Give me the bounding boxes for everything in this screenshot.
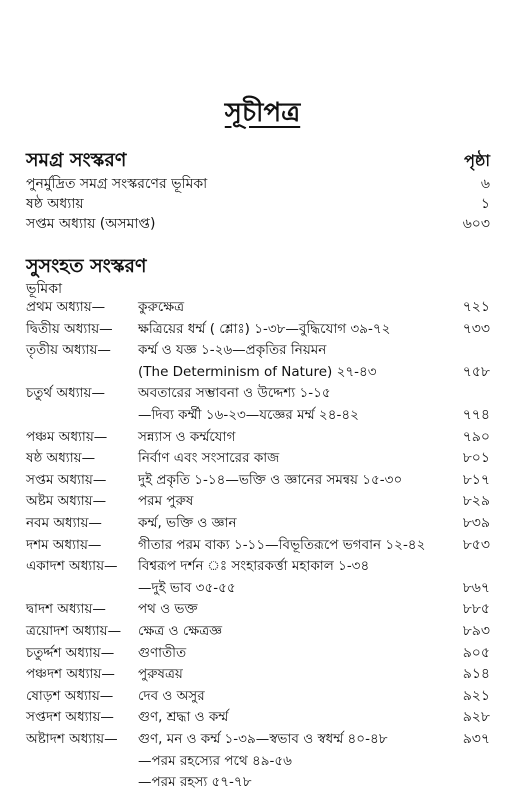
chapter-label: অষ্টম অধ্যায়— (26, 493, 107, 509)
chapter-label: সপ্তম অধ্যায়— (26, 472, 107, 488)
chapter-title: অবতারের সম্ভাবনা ও উদ্দেশ্য ১-১৫ (138, 385, 331, 401)
toc-page-number: ৬ (480, 176, 490, 192)
toc-row (26, 383, 490, 403)
toc-row (26, 491, 490, 511)
toc-page-number: ৬০৩ (462, 216, 490, 232)
toc-row (26, 643, 490, 663)
toc-row (26, 772, 490, 792)
chapter-label: দ্বাদশ অধ্যায়— (26, 601, 106, 617)
toc-page-number: ৮৩৯ (462, 515, 490, 531)
chapter-label: প্রথম অধ্যায়— (26, 299, 106, 315)
chapter-title: —পরম রহস্যের পথে ৪৯-৫৬ (138, 753, 292, 769)
chapter-title: পরম পুরুষ (138, 493, 194, 509)
chapter-title: পুরুষত্রয় (138, 666, 183, 682)
toc-row (26, 556, 490, 576)
toc-page-number: ১ (480, 196, 490, 212)
toc-entry-title: পুনর্মুদ্রিত সমগ্র সংস্করণের ভূমিকা (26, 176, 208, 192)
chapter-title: ক্ষত্রিয়ের ধর্ম্ম ( শ্লোঃ) ১-৩৮—বুদ্ধিযোগ ৩৯-৭২ (138, 321, 391, 337)
chapter-title: নির্বাণ এবং সংসারের কাজ (138, 450, 280, 466)
toc-page-number: ৭২১ (462, 299, 490, 315)
toc-row (26, 599, 490, 619)
chapter-label: ষষ্ঠ অধ্যায়— (26, 450, 96, 466)
chapter-title: সন্ন্যাস ও কর্ম্মযোগ (138, 429, 236, 445)
toc-page-number: ৯৩৭ (462, 731, 490, 747)
section-heading-full-edition: সমগ্র সংস্করণ (26, 149, 127, 171)
chapter-title: —দুই ভাব ৩৫-৫৫ (138, 580, 236, 596)
toc-row (26, 664, 490, 684)
intro-entry: ভূমিকা (26, 281, 63, 297)
toc-page-number: ৭৯০ (462, 429, 490, 445)
chapter-title: —পরম রহস্য ৫৭-৭৮ (138, 774, 252, 790)
toc-row (26, 535, 490, 555)
toc-row (26, 174, 490, 194)
chapter-label: ত্রয়োদশ অধ্যায়— (26, 623, 122, 639)
chapter-title: গুণ, মন ও কর্ম্ম ১-৩৯—স্বভাব ও স্বধর্ম্ম ৪০-৪৮ (138, 731, 388, 747)
toc-row (26, 214, 490, 234)
chapter-title: গুণাতীত (138, 645, 187, 661)
toc-page-number: ৮৬৭ (462, 580, 490, 596)
toc-page-number: ৭৭৪ (462, 407, 490, 423)
chapter-label: দশম অধ্যায়— (26, 537, 102, 553)
chapter-title: পথ ও ভক্ত (138, 601, 198, 617)
chapter-title: কুরুক্ষেত্র (138, 299, 185, 315)
chapter-label: চতুর্থ অধ্যায়— (26, 385, 105, 401)
toc-page-number: ৮০১ (462, 450, 490, 466)
toc-page-number: ৯২১ (462, 688, 490, 704)
chapter-title: দুই প্রকৃতি ১-১৪—ভক্তি ও জ্ঞানের সমন্বয় ১৫-৩০ (138, 472, 403, 488)
toc-page-number: ৮১৭ (462, 472, 490, 488)
toc-row (26, 362, 490, 382)
chapter-title: বিশ্বরূপ দর্শন ঃ সংহারকর্ত্তা মহাকাল ১-৩৪ (138, 558, 370, 574)
chapter-label: চতুর্দ্দশ অধ্যায়— (26, 645, 115, 661)
chapter-title: (The Determinism of Nature) ২৭-৪৩ (138, 364, 377, 380)
toc-page-number: ৭৩৩ (462, 321, 490, 337)
toc-row (26, 513, 490, 533)
toc-entry-title: সপ্তম অধ্যায় (অসমাপ্ত) (26, 216, 156, 232)
chapter-label: পঞ্চম অধ্যায়— (26, 429, 108, 445)
toc-row (26, 427, 490, 447)
chapter-label: সপ্তদশ অধ্যায়— (26, 709, 114, 725)
chapter-label: নবম অধ্যায়— (26, 515, 102, 531)
toc-row (26, 751, 490, 771)
toc-row (26, 707, 490, 727)
chapter-title: গুণ, শ্রদ্ধা ও কর্ম্ম (138, 709, 229, 725)
toc-page-number: ৮৫৩ (462, 537, 490, 553)
chapter-label: পঞ্চদশ অধ্যায়— (26, 666, 115, 682)
chapter-label: তৃতীয় অধ্যায়— (26, 342, 111, 358)
toc-row (26, 686, 490, 706)
chapter-title: —দিব্য কর্ম্মী ১৬-২৩—যজ্ঞের মর্ম্ম ২৪-৪২ (138, 407, 359, 423)
chapter-label: দ্বিতীয় অধ্যায়— (26, 321, 113, 337)
page-column-label: পৃষ্ঠা (464, 151, 490, 170)
chapter-label: অষ্টাদশ অধ্যায়— (26, 731, 118, 747)
chapter-title: কর্ম্ম ও যজ্ঞ ১-২৬—প্রকৃতির নিয়মন (138, 342, 327, 358)
toc-page-number: ৮৯৩ (462, 623, 490, 639)
chapter-title: গীতার পরম বাক্য ১-১১—বিভূতিরূপে ভগবান ১২-৪২ (138, 537, 426, 553)
section-heading-condensed-edition: সুসংহত সংস্করণ (26, 255, 147, 277)
toc-page-number: ৯০৫ (462, 645, 490, 661)
toc-row (26, 194, 490, 214)
toc-page-number: ৯২৮ (462, 709, 490, 725)
toc-row (26, 729, 490, 749)
page-title: সূচীপত্র (224, 98, 301, 128)
toc-row (26, 448, 490, 468)
toc-page-number: ৯১৪ (462, 666, 490, 682)
toc-row (26, 578, 490, 598)
toc-row (26, 319, 490, 339)
chapter-label: ষোড়শ অধ্যায়— (26, 688, 114, 704)
toc-page-number: ৮২৯ (462, 493, 490, 509)
chapter-title: ক্ষেত্র ও ক্ষেত্রজ্ঞ (138, 623, 223, 639)
toc-page-number: ৮৮৫ (462, 601, 490, 617)
toc-row (26, 405, 490, 425)
toc-row (26, 297, 490, 317)
toc-entry-title: ষষ্ঠ অধ্যায় (26, 196, 84, 212)
chapter-label: একাদশ অধ্যায়— (26, 558, 118, 574)
toc-page-number: ৭৫৮ (462, 364, 490, 380)
chapter-title: দেব ও অসুর (138, 688, 205, 704)
toc-row (26, 621, 490, 641)
toc-row (26, 470, 490, 490)
chapter-title: কর্ম্ম, ভক্তি ও জ্ঞান (138, 515, 237, 531)
toc-row (26, 340, 490, 360)
